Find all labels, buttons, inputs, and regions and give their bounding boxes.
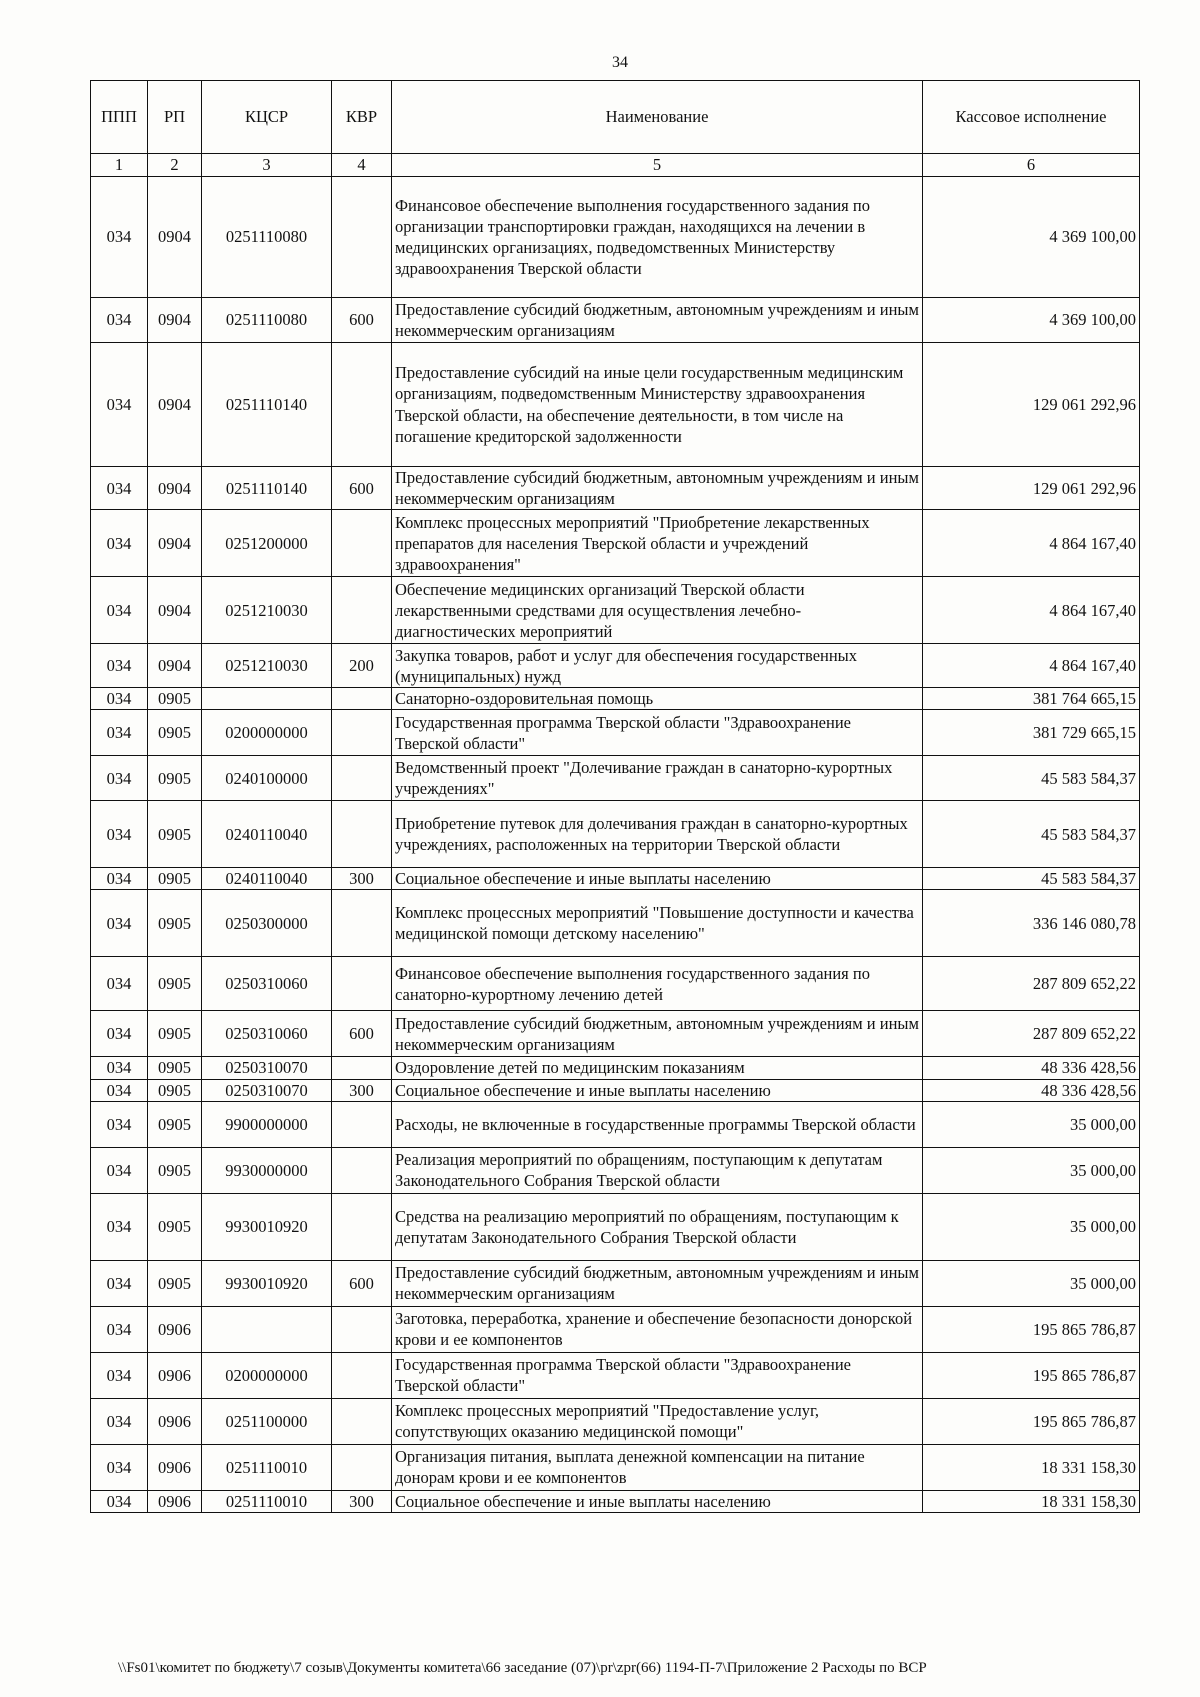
table-row [91, 1444, 1140, 1490]
cell-name: Государственная программа Тверской области "Здравоохранение Тверской области" [392, 710, 923, 756]
cell-ppp: 034 [91, 710, 148, 756]
cell-kvr [332, 957, 392, 1011]
cell-ppp: 034 [91, 1490, 148, 1512]
table-row [91, 868, 1140, 890]
cell-name: Предоставление субсидий на иные цели государственным медицинским организациям, подведомственным Министерству здравоохранения Тверской области, на обеспечение деятельности, в том числе на погашение кредиторской задолженности [392, 343, 923, 467]
cell-kvr [332, 1057, 392, 1079]
table-row [91, 1306, 1140, 1352]
cell-rp: 0905 [148, 957, 202, 1011]
cell-name: Комплекс процессных мероприятий "Предоставление услуг, сопутствующих оказанию медицинской помощи" [392, 1398, 923, 1444]
column-number: 2 [148, 154, 202, 177]
cell-amount: 129 061 292,96 [923, 467, 1140, 510]
cell-rp: 0904 [148, 343, 202, 467]
header-name: Наименование [392, 81, 923, 154]
cell-name: Заготовка, переработка, хранение и обеспечение безопасности донорской крови и ее компонентов [392, 1306, 923, 1352]
cell-kvr [332, 177, 392, 298]
cell-ppp: 034 [91, 1260, 148, 1306]
cell-rp: 0904 [148, 467, 202, 510]
cell-rp: 0906 [148, 1352, 202, 1398]
cell-amount: 4 369 100,00 [923, 298, 1140, 343]
cell-rp: 0905 [148, 1057, 202, 1079]
budget-table [90, 80, 1140, 1513]
cell-kvr: 300 [332, 1079, 392, 1101]
cell-kvr: 600 [332, 1011, 392, 1057]
cell-amount: 18 331 158,30 [923, 1444, 1140, 1490]
cell-name: Финансовое обеспечение выполнения государственного задания по организации транспортировки граждан, находящихся на лечении в медицинских организациях, подведомственных Министерству здравоохранения Тверской области [392, 177, 923, 298]
cell-kcsr: 0250310070 [202, 1057, 332, 1079]
cell-kvr [332, 688, 392, 710]
cell-amount: 195 865 786,87 [923, 1306, 1140, 1352]
cell-kvr [332, 1352, 392, 1398]
table-row [91, 577, 1140, 644]
cell-name: Комплекс процессных мероприятий "Приобретение лекарственных препаратов для населения Тверской области и учреждений здравоохранения" [392, 510, 923, 577]
cell-ppp: 034 [91, 1057, 148, 1079]
cell-kvr [332, 756, 392, 801]
cell-name: Предоставление субсидий бюджетным, автономным учреждениям и иным некоммерческим организациям [392, 1260, 923, 1306]
table-row [91, 801, 1140, 868]
cell-name: Социальное обеспечение и иные выплаты населению [392, 1079, 923, 1101]
cell-rp: 0905 [148, 868, 202, 890]
cell-amount: 287 809 652,22 [923, 1011, 1140, 1057]
cell-kvr [332, 801, 392, 868]
cell-amount: 287 809 652,22 [923, 957, 1140, 1011]
column-number: 6 [923, 154, 1140, 177]
cell-kvr: 600 [332, 467, 392, 510]
cell-kcsr: 9930010920 [202, 1260, 332, 1306]
cell-kvr [332, 1101, 392, 1147]
cell-kcsr: 0200000000 [202, 710, 332, 756]
cell-kvr [332, 1147, 392, 1193]
page-number: 34 [612, 54, 628, 71]
column-number: 3 [202, 154, 332, 177]
cell-kcsr: 0251110140 [202, 467, 332, 510]
cell-ppp: 034 [91, 1101, 148, 1147]
cell-kvr [332, 343, 392, 467]
cell-name: Реализация мероприятий по обращениям, поступающим к депутатам Законодательного Собрания Тверской области [392, 1147, 923, 1193]
footer-file-path: \\Fs01\комитет по бюджету\7 созыв\Документы комитета\66 заседание (07)\pr\zpr(66) 1194-П-7\Приложение 2 Расходы по ВСР [118, 1660, 927, 1676]
cell-kcsr: 0251100000 [202, 1398, 332, 1444]
header-ppp: ППП [91, 81, 148, 154]
cell-amount: 4 864 167,40 [923, 577, 1140, 644]
cell-amount: 18 331 158,30 [923, 1490, 1140, 1512]
cell-name: Закупка товаров, работ и услуг для обеспечения государственных (муниципальных) нужд [392, 644, 923, 688]
table-row [91, 467, 1140, 510]
cell-name: Предоставление субсидий бюджетным, автономным учреждениям и иным некоммерческим организациям [392, 467, 923, 510]
cell-ppp: 034 [91, 343, 148, 467]
cell-ppp: 034 [91, 756, 148, 801]
table-row [91, 343, 1140, 467]
cell-name: Санаторно-оздоровительная помощь [392, 688, 923, 710]
column-number: 1 [91, 154, 148, 177]
cell-amount: 48 336 428,56 [923, 1057, 1140, 1079]
table-row [91, 1398, 1140, 1444]
table-header-row [91, 81, 1140, 154]
cell-ppp: 034 [91, 957, 148, 1011]
cell-amount: 35 000,00 [923, 1101, 1140, 1147]
cell-kcsr [202, 1306, 332, 1352]
cell-ppp: 034 [91, 1398, 148, 1444]
column-number-row [91, 154, 1140, 177]
cell-ppp: 034 [91, 1306, 148, 1352]
cell-amount: 45 583 584,37 [923, 801, 1140, 868]
header-kcsr: КЦСР [202, 81, 332, 154]
cell-kcsr: 0240110040 [202, 868, 332, 890]
cell-rp: 0905 [148, 688, 202, 710]
cell-rp: 0905 [148, 756, 202, 801]
table-row [91, 1079, 1140, 1101]
cell-rp: 0905 [148, 890, 202, 957]
cell-amount: 195 865 786,87 [923, 1352, 1140, 1398]
cell-ppp: 034 [91, 298, 148, 343]
cell-amount: 35 000,00 [923, 1260, 1140, 1306]
cell-kvr [332, 1444, 392, 1490]
cell-name: Организация питания, выплата денежной компенсации на питание донорам крови и ее компонентов [392, 1444, 923, 1490]
cell-kvr: 300 [332, 1490, 392, 1512]
cell-kcsr: 0200000000 [202, 1352, 332, 1398]
cell-name: Оздоровление детей по медицинским показаниям [392, 1057, 923, 1079]
cell-amount: 195 865 786,87 [923, 1398, 1140, 1444]
cell-name: Средства на реализацию мероприятий по обращениям, поступающим к депутатам Законодательного Собрания Тверской области [392, 1193, 923, 1260]
cell-ppp: 034 [91, 801, 148, 868]
table-row [91, 710, 1140, 756]
header-amount: Кассовое исполнение [923, 81, 1140, 154]
header-kvr: КВР [332, 81, 392, 154]
cell-name: Социальное обеспечение и иные выплаты населению [392, 1490, 923, 1512]
cell-name: Приобретение путевок для долечивания граждан в санаторно-курортных учреждениях, расположенных на территории Тверской области [392, 801, 923, 868]
table-row [91, 1352, 1140, 1398]
cell-ppp: 034 [91, 1011, 148, 1057]
cell-kcsr: 0250310060 [202, 957, 332, 1011]
cell-amount: 4 864 167,40 [923, 644, 1140, 688]
cell-rp: 0905 [148, 1011, 202, 1057]
cell-name: Предоставление субсидий бюджетным, автономным учреждениям и иным некоммерческим организациям [392, 298, 923, 343]
cell-ppp: 034 [91, 1079, 148, 1101]
cell-ppp: 034 [91, 1147, 148, 1193]
cell-kcsr: 0251110080 [202, 177, 332, 298]
cell-ppp: 034 [91, 1352, 148, 1398]
cell-rp: 0905 [148, 1147, 202, 1193]
cell-amount: 48 336 428,56 [923, 1079, 1140, 1101]
table-row [91, 510, 1140, 577]
cell-amount: 4 864 167,40 [923, 510, 1140, 577]
cell-kcsr: 0250310060 [202, 1011, 332, 1057]
cell-kvr: 300 [332, 868, 392, 890]
table-row [91, 1101, 1140, 1147]
cell-rp: 0906 [148, 1444, 202, 1490]
table-row [91, 1260, 1140, 1306]
cell-ppp: 034 [91, 510, 148, 577]
cell-rp: 0906 [148, 1306, 202, 1352]
table-row [91, 1147, 1140, 1193]
table-body [91, 177, 1140, 1513]
cell-kvr [332, 510, 392, 577]
cell-amount: 4 369 100,00 [923, 177, 1140, 298]
cell-ppp: 034 [91, 177, 148, 298]
cell-kcsr: 9930010920 [202, 1193, 332, 1260]
cell-name: Государственная программа Тверской области "Здравоохранение Тверской области" [392, 1352, 923, 1398]
cell-rp: 0904 [148, 177, 202, 298]
table-row [91, 1193, 1140, 1260]
cell-rp: 0906 [148, 1398, 202, 1444]
cell-kvr [332, 1193, 392, 1260]
table-row [91, 1011, 1140, 1057]
cell-kcsr: 0251110010 [202, 1490, 332, 1512]
cell-rp: 0905 [148, 1193, 202, 1260]
cell-kcsr [202, 688, 332, 710]
cell-name: Обеспечение медицинских организаций Тверской области лекарственными средствами для осуществления лечебно-диагностических мероприятий [392, 577, 923, 644]
cell-kvr [332, 710, 392, 756]
cell-ppp: 034 [91, 1444, 148, 1490]
cell-rp: 0905 [148, 1260, 202, 1306]
cell-kvr [332, 1398, 392, 1444]
cell-ppp: 034 [91, 644, 148, 688]
cell-kvr [332, 890, 392, 957]
cell-kcsr: 9930000000 [202, 1147, 332, 1193]
cell-kvr: 600 [332, 298, 392, 343]
cell-name: Расходы, не включенные в государственные программы Тверской области [392, 1101, 923, 1147]
cell-kcsr: 0251110140 [202, 343, 332, 467]
cell-kvr: 600 [332, 1260, 392, 1306]
cell-kvr: 200 [332, 644, 392, 688]
table-row [91, 298, 1140, 343]
table-row [91, 177, 1140, 298]
cell-amount: 129 061 292,96 [923, 343, 1140, 467]
cell-name: Социальное обеспечение и иные выплаты населению [392, 868, 923, 890]
cell-ppp: 034 [91, 868, 148, 890]
cell-rp: 0904 [148, 510, 202, 577]
cell-rp: 0904 [148, 577, 202, 644]
table-row [91, 1490, 1140, 1512]
cell-kcsr: 0251110010 [202, 1444, 332, 1490]
cell-kcsr: 0251200000 [202, 510, 332, 577]
cell-ppp: 034 [91, 1193, 148, 1260]
header-rp: РП [148, 81, 202, 154]
cell-rp: 0905 [148, 801, 202, 868]
table-row [91, 890, 1140, 957]
cell-name: Комплекс процессных мероприятий "Повышение доступности и качества медицинской помощи детскому населению" [392, 890, 923, 957]
cell-name: Финансовое обеспечение выполнения государственного задания по санаторно-курортному лечению детей [392, 957, 923, 1011]
cell-kcsr: 0251110080 [202, 298, 332, 343]
cell-name: Ведомственный проект "Долечивание граждан в санаторно-курортных учреждениях" [392, 756, 923, 801]
cell-ppp: 034 [91, 688, 148, 710]
cell-rp: 0905 [148, 1079, 202, 1101]
cell-kcsr: 0250310070 [202, 1079, 332, 1101]
cell-kcsr: 9900000000 [202, 1101, 332, 1147]
cell-amount: 336 146 080,78 [923, 890, 1140, 957]
cell-rp: 0904 [148, 298, 202, 343]
cell-rp: 0905 [148, 1101, 202, 1147]
table-row [91, 688, 1140, 710]
cell-kvr [332, 1306, 392, 1352]
cell-ppp: 034 [91, 467, 148, 510]
cell-kcsr: 0251210030 [202, 644, 332, 688]
cell-rp: 0905 [148, 710, 202, 756]
cell-amount: 381 729 665,15 [923, 710, 1140, 756]
cell-amount: 35 000,00 [923, 1147, 1140, 1193]
cell-rp: 0906 [148, 1490, 202, 1512]
cell-name: Предоставление субсидий бюджетным, автономным учреждениям и иным некоммерческим организациям [392, 1011, 923, 1057]
table-row [91, 957, 1140, 1011]
cell-amount: 45 583 584,37 [923, 756, 1140, 801]
column-number: 4 [332, 154, 392, 177]
cell-rp: 0904 [148, 644, 202, 688]
column-number: 5 [392, 154, 923, 177]
cell-kcsr: 0251210030 [202, 577, 332, 644]
cell-amount: 45 583 584,37 [923, 868, 1140, 890]
table-row [91, 644, 1140, 688]
table-row [91, 756, 1140, 801]
cell-kcsr: 0240110040 [202, 801, 332, 868]
cell-ppp: 034 [91, 577, 148, 644]
cell-amount: 381 764 665,15 [923, 688, 1140, 710]
cell-kcsr: 0250300000 [202, 890, 332, 957]
cell-kcsr: 0240100000 [202, 756, 332, 801]
cell-kvr [332, 577, 392, 644]
table-row [91, 1057, 1140, 1079]
cell-ppp: 034 [91, 890, 148, 957]
cell-amount: 35 000,00 [923, 1193, 1140, 1260]
